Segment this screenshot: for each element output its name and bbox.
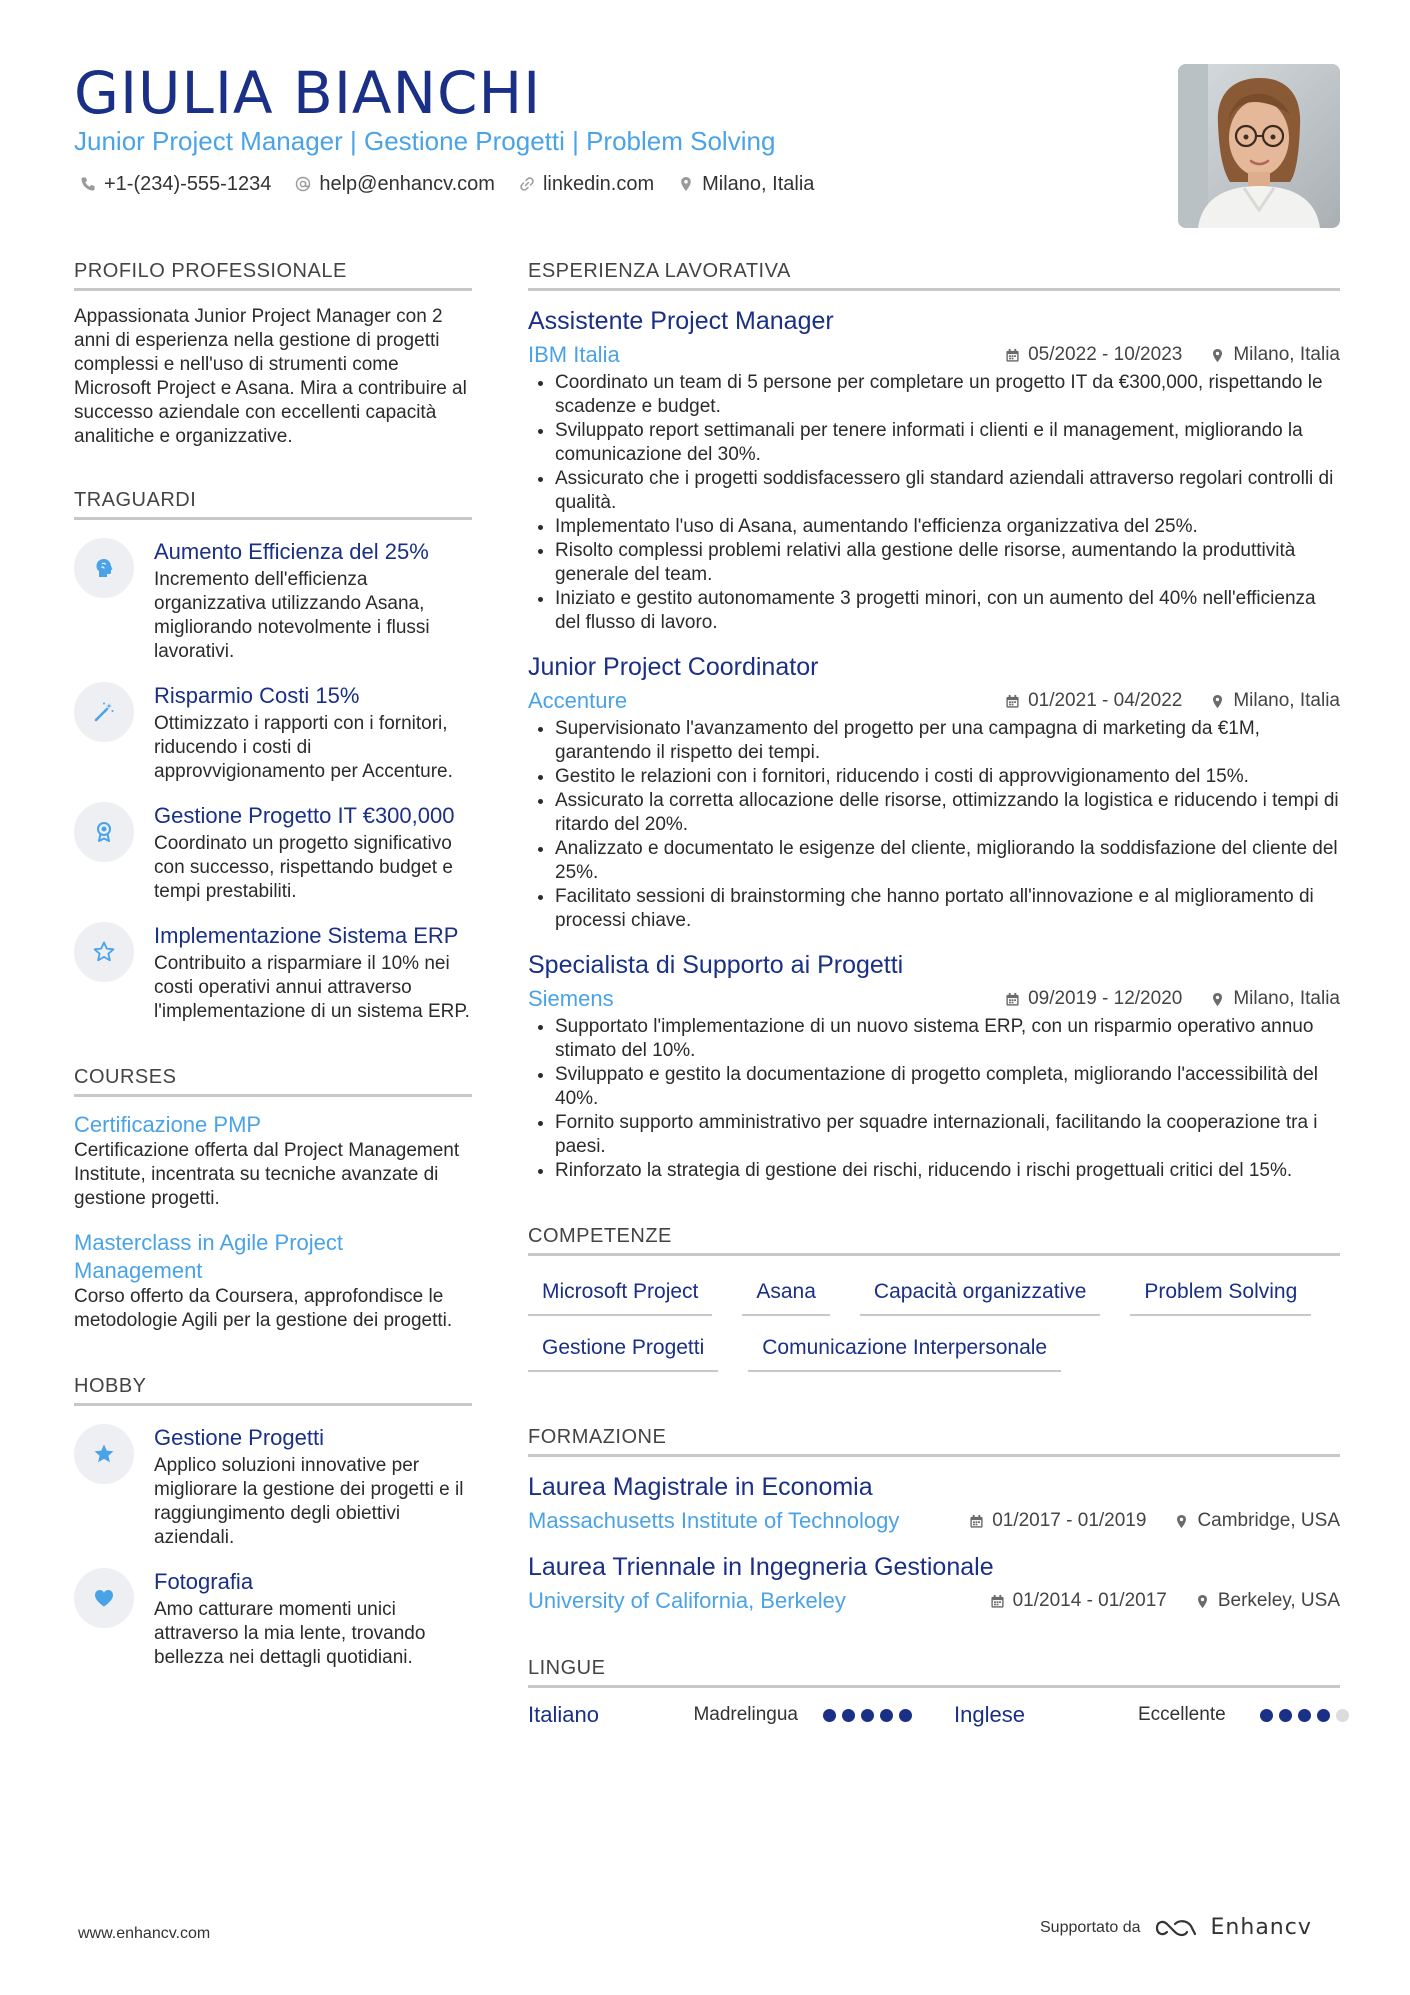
achievement-icon-circle <box>74 802 134 862</box>
achievement-icon-circle <box>74 922 134 982</box>
education-meta <box>528 1587 1340 1615</box>
job-dates <box>1005 988 1182 1010</box>
star-outline-icon <box>92 940 116 964</box>
language-level: Madrelingua <box>693 1704 799 1725</box>
magic-wand-icon <box>92 700 116 724</box>
candidate-name: GIULIA BIANCHI <box>74 59 542 127</box>
job-location <box>1210 690 1340 712</box>
education-location-text: Cambridge, USA <box>1197 1510 1340 1531</box>
link-icon <box>519 176 535 192</box>
job-bullet: • Implementato l'uso di Asana, aumentando l'efficienza organizzativa del 25%. <box>555 515 1340 539</box>
headline: Junior Project Manager | Gestione Progetti | Problem Solving <box>74 126 776 156</box>
language-item <box>954 1702 1349 1728</box>
phone-text: +1-(234)-555-1234 <box>104 173 272 195</box>
job-bullets <box>528 1015 1340 1183</box>
contact-email[interactable] <box>295 170 495 198</box>
job-meta <box>528 687 1340 715</box>
location-text: Milano, Italia <box>702 173 815 195</box>
location-pin-icon <box>1195 1594 1210 1609</box>
job-bullet: • Coordinato un team di 5 persone per completare un progetto IT da €300,000, rispettando le scadenze e budget. <box>555 371 1340 419</box>
job-bullet: • Gestito le relazioni con i fornitori, riducendo i costi di approvvigionamento del 15%. <box>555 765 1340 789</box>
education-location <box>1174 1510 1340 1532</box>
hobby-text: Amo catturare momenti unici attraverso la mia lente, trovando bellezza nei dettagli quotidiani. <box>154 1599 426 1668</box>
footer-website[interactable]: www.enhancv.com <box>78 1925 211 1942</box>
course-text: Corso offerto da Coursera, approfondisce le metodologie Agili per la gestione dei progetti. <box>74 1286 453 1331</box>
rating-dot-filled <box>861 1709 874 1722</box>
achievement-title: Implementazione Sistema ERP <box>154 923 459 948</box>
hobby-title: Fotografia <box>154 1569 254 1594</box>
achievements-section <box>74 487 472 1024</box>
achievement-title: Gestione Progetto IT €300,000 <box>154 803 455 828</box>
skill-tag: Microsoft Project <box>528 1272 712 1316</box>
hobby-icon-circle <box>74 1568 134 1628</box>
job-dates-text: 05/2022 - 10/2023 <box>1028 344 1183 365</box>
job-bullet: • Sviluppato report settimanali per tenere informati i clienti e il management, migliorando la comunicazione del 30%. <box>555 419 1340 467</box>
job-meta-right <box>1005 690 1340 712</box>
education-meta <box>528 1507 1340 1535</box>
education-school: University of California, Berkeley <box>528 1588 846 1613</box>
job-meta-right <box>1005 344 1340 366</box>
education-location <box>1195 1590 1340 1612</box>
portrait-illustration <box>1178 64 1340 228</box>
course-item <box>74 1111 472 1211</box>
skill-tag: Asana <box>742 1272 830 1316</box>
rating-dot-filled <box>842 1709 855 1722</box>
calendar-icon <box>1005 992 1020 1007</box>
job-location <box>1210 988 1340 1010</box>
job-bullet: • Sviluppato e gestito la documentazione di progetto completa, migliorando l'accessibilità del 40%. <box>555 1063 1340 1111</box>
hobby-item <box>74 1424 472 1550</box>
calendar-icon <box>1005 348 1020 363</box>
job-bullet: • Risolto complessi problemi relativi alla gestione delle risorse, aumentando la produttività generale del team. <box>555 539 1340 587</box>
job-entry <box>528 949 1340 1183</box>
languages-section <box>528 1655 1340 1728</box>
education-location-text: Berkeley, USA <box>1217 1590 1340 1611</box>
education-school: Massachusetts Institute of Technology <box>528 1508 900 1533</box>
job-role: Specialista di Supporto ai Progetti <box>528 951 904 979</box>
section-title-profile: PROFILO PROFESSIONALE <box>74 258 472 291</box>
job-dates-text: 01/2021 - 04/2022 <box>1028 690 1183 711</box>
job-dates-text: 09/2019 - 12/2020 <box>1028 988 1183 1009</box>
section-title-courses: COURSES <box>74 1064 472 1097</box>
linkedin-text: linkedin.com <box>542 173 655 195</box>
location-pin-icon <box>1210 992 1225 1007</box>
education-meta-right <box>969 1510 1340 1532</box>
footer-brand: Enhancv <box>1210 1915 1312 1940</box>
heart-icon <box>92 1586 116 1610</box>
language-level: Eccellente <box>1138 1704 1226 1725</box>
contact-bar <box>80 170 814 198</box>
skill-tag: Problem Solving <box>1130 1272 1311 1316</box>
brain-icon <box>92 556 116 580</box>
job-bullet: • Iniziato e gestito autonomamente 3 progetti minori, con un aumento del 40% nell'efficienza del flusso di lavoro. <box>555 587 1340 635</box>
job-meta <box>528 985 1340 1013</box>
job-location-text: Milano, Italia <box>1233 988 1340 1009</box>
job-company: Accenture <box>528 688 628 713</box>
job-entry <box>528 305 1340 635</box>
job-bullet: • Assicurato che i progetti soddisfacessero gli standard aziendali attraverso regolari controlli di qualità. <box>555 467 1340 515</box>
email-text: help@enhancv.com <box>319 173 495 195</box>
footer-powered-text: Supportato da <box>1040 1918 1141 1936</box>
section-title-languages: LINGUE <box>528 1655 1340 1688</box>
achievement-icon-circle <box>74 538 134 598</box>
hobby-item <box>74 1568 472 1670</box>
contact-location <box>678 170 814 198</box>
education-entry <box>528 1471 1340 1535</box>
section-title-education: FORMAZIONE <box>528 1424 1340 1457</box>
achievement-item <box>74 538 472 664</box>
language-name: Inglese <box>954 1702 1025 1727</box>
job-bullets <box>528 371 1340 635</box>
education-dates-text: 01/2014 - 01/2017 <box>1012 1590 1167 1611</box>
calendar-icon <box>1005 694 1020 709</box>
education-dates <box>969 1510 1146 1532</box>
job-role: Assistente Project Manager <box>528 307 834 335</box>
job-bullet: • Fornito supporto amministrativo per squadre internazionali, facilitando la cooperazione tra i paesi. <box>555 1111 1340 1159</box>
achievement-icon-circle <box>74 682 134 742</box>
profile-photo <box>1178 64 1340 228</box>
job-meta-right <box>1005 988 1340 1010</box>
job-role: Junior Project Coordinator <box>528 653 819 681</box>
section-title-achievements: TRAGUARDI <box>74 487 472 520</box>
job-company: IBM Italia <box>528 342 620 367</box>
achievement-text: Incremento dell'efficienza organizzativa utilizzando Asana, migliorando notevolmente i flussi lavorativi. <box>154 569 430 662</box>
job-location-text: Milano, Italia <box>1233 344 1340 365</box>
skills-list <box>528 1272 1340 1372</box>
job-company: Siemens <box>528 986 614 1011</box>
language-rating <box>1260 1709 1349 1722</box>
hobby-text: Applico soluzioni innovative per migliorare la gestione dei progetti e il raggiungimento degli obiettivi aziendali. <box>154 1455 464 1548</box>
education-meta-right <box>990 1590 1340 1612</box>
job-entry <box>528 651 1340 933</box>
experience-section <box>528 258 1340 1183</box>
at-icon <box>295 176 311 192</box>
skill-tag: Comunicazione Interpersonale <box>748 1328 1061 1372</box>
hobby-title: Gestione Progetti <box>154 1425 324 1450</box>
award-icon <box>92 820 116 844</box>
phone-icon <box>80 176 96 192</box>
rating-dot-filled <box>1317 1709 1330 1722</box>
profile-section <box>74 258 472 449</box>
education-section <box>528 1424 1340 1615</box>
job-bullet: • Analizzato e documentato le esigenze del cliente, migliorando la soddisfazione del cliente del 25%. <box>555 837 1340 885</box>
location-pin-icon <box>1210 694 1225 709</box>
rating-dot-filled <box>1279 1709 1292 1722</box>
skill-tag: Capacità organizzative <box>860 1272 1100 1316</box>
achievement-text: Coordinato un progetto significativo con successo, rispettando budget e tempi prestabiliti. <box>154 833 453 902</box>
achievement-text: Ottimizzato i rapporti con i fornitori, riducendo i costi di approvvigionamento per Accenture. <box>154 713 453 782</box>
achievement-item <box>74 802 472 904</box>
job-bullet: • Rinforzato la strategia di gestione dei rischi, riducendo i rischi progettuali critici del 15%. <box>555 1159 1340 1183</box>
achievement-title: Risparmio Costi 15% <box>154 683 360 708</box>
skill-tag: Gestione Progetti <box>528 1328 718 1372</box>
education-entry <box>528 1551 1340 1615</box>
education-dates-text: 01/2017 - 01/2019 <box>992 1510 1147 1531</box>
job-bullet: • Facilitato sessioni di brainstorming che hanno portato all'innovazione e al miglioramento di processi chiave. <box>555 885 1340 933</box>
achievement-item <box>74 922 472 1024</box>
languages-row <box>528 1702 1340 1728</box>
hobbies-section <box>74 1373 472 1670</box>
education-degree: Laurea Magistrale in Economia <box>528 1473 873 1501</box>
course-item <box>74 1229 472 1333</box>
left-column <box>74 258 472 1670</box>
rating-dot-filled <box>899 1709 912 1722</box>
courses-section <box>74 1064 472 1333</box>
footer-branding <box>1040 1915 1312 1940</box>
section-title-experience: ESPERIENZA LAVORATIVA <box>528 258 1340 291</box>
job-location <box>1210 344 1340 366</box>
location-pin-icon <box>678 176 694 192</box>
contact-phone <box>80 170 271 198</box>
rating-dot-filled <box>823 1709 836 1722</box>
language-name: Italiano <box>528 1702 599 1727</box>
job-bullet: • Supervisionato l'avanzamento del progetto per una campagna di marketing da €1M, garantendo il rispetto dei tempi. <box>555 717 1340 765</box>
education-dates <box>990 1590 1167 1612</box>
rating-dot-filled <box>1298 1709 1311 1722</box>
calendar-icon <box>969 1514 984 1529</box>
rating-dot-filled <box>1260 1709 1273 1722</box>
section-title-hobbies: HOBBY <box>74 1373 472 1406</box>
profile-summary: Appassionata Junior Project Manager con 2 anni di esperienza nella gestione di progetti complessi e nell'uso di strumenti come Microsoft Project e Asana. Mira a contribuire al successo aziendale con eccellenti capacità analitiche e organizzative. <box>74 306 467 447</box>
rating-dot-empty <box>1336 1709 1349 1722</box>
location-pin-icon <box>1210 348 1225 363</box>
right-column <box>528 258 1340 1728</box>
skills-section <box>528 1223 1340 1372</box>
rating-dot-filled <box>880 1709 893 1722</box>
location-pin-icon <box>1174 1514 1189 1529</box>
achievement-title: Aumento Efficienza del 25% <box>154 539 429 564</box>
job-bullet: • Assicurato la corretta allocazione delle risorse, ottimizzando la logistica e riducendo i tempi di ritardo del 20%. <box>555 789 1340 837</box>
job-bullet: • Supportato l'implementazione di un nuovo sistema ERP, con un risparmio operativo annuo stimato del 10%. <box>555 1015 1340 1063</box>
job-dates <box>1005 690 1182 712</box>
enhancv-logo-icon <box>1153 1916 1199 1940</box>
course-title: Masterclass in Agile Project Management <box>74 1230 343 1283</box>
job-location-text: Milano, Italia <box>1233 690 1340 711</box>
calendar-icon <box>990 1594 1005 1609</box>
language-rating <box>823 1709 912 1722</box>
section-title-skills: COMPETENZE <box>528 1223 1340 1256</box>
achievement-item <box>74 682 472 784</box>
language-item <box>528 1702 912 1728</box>
hobby-icon-circle <box>74 1424 134 1484</box>
course-text: Certificazione offerta dal Project Management Institute, incentrata su tecniche avanzate di gestione progetti. <box>74 1140 460 1209</box>
job-dates <box>1005 344 1182 366</box>
course-title: Certificazione PMP <box>74 1112 262 1137</box>
star-icon <box>92 1442 116 1466</box>
job-bullets <box>528 717 1340 933</box>
achievement-text: Contribuito a risparmiare il 10% nei costi operativi annui attraverso l'implementazione di un sistema ERP. <box>154 953 470 1022</box>
education-degree: Laurea Triennale in Ingegneria Gestionale <box>528 1553 994 1581</box>
contact-linkedin[interactable] <box>519 170 654 198</box>
job-meta <box>528 341 1340 369</box>
